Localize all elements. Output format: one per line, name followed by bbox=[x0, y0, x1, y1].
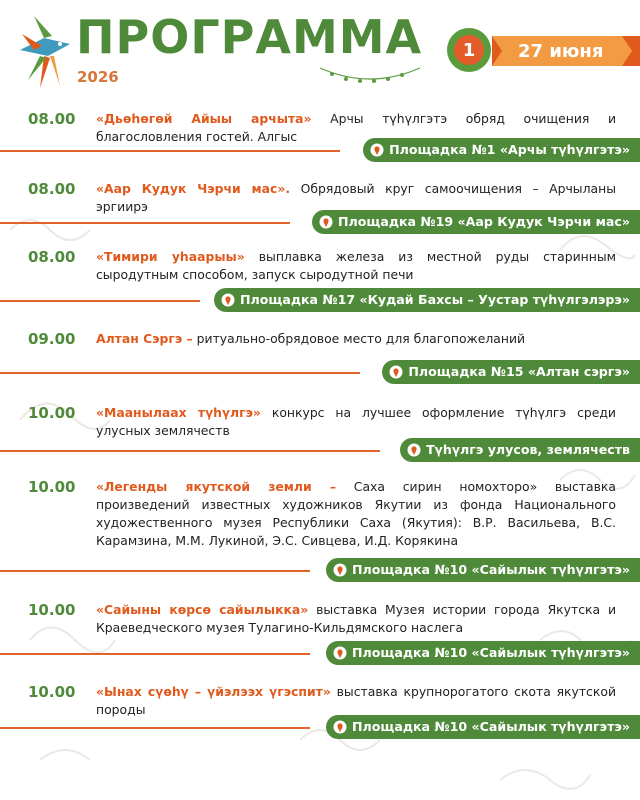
location-pill bbox=[326, 641, 640, 665]
event-title: «Маанылаах түһүлгэ» bbox=[96, 405, 261, 420]
event-text: Арчы түһүлгэтэ обряд очищения и благословления гостей. Алгыс bbox=[96, 111, 617, 144]
divider-line bbox=[0, 653, 310, 655]
event-time: 08.00 bbox=[28, 110, 76, 128]
event-time: 08.00 bbox=[28, 180, 76, 198]
event-title: «Аар Кудук Чэрчи мас». bbox=[96, 181, 291, 196]
divider-line bbox=[0, 727, 310, 729]
map-pin-icon bbox=[333, 646, 347, 660]
event-description bbox=[96, 404, 616, 440]
event-time: 10.00 bbox=[28, 478, 76, 496]
map-pin-icon bbox=[333, 563, 347, 577]
map-pin-icon bbox=[333, 720, 347, 734]
event-time: 10.00 bbox=[28, 601, 76, 619]
event-title: Алтан Сэргэ – bbox=[96, 331, 193, 346]
event-title: «Сайыны көрсө сайылыкка» bbox=[96, 602, 309, 617]
location-pill bbox=[363, 138, 640, 162]
event-text: Саха сирин номохторо» выставка произведений известных художников Якутии из фонда Национального художественного музея Республики Саха (Якутия): В.Р. Васильева, В.С. Карамзина, М.М. Лукиной, Э.С. Сивцева, И.Д. Корякина bbox=[96, 479, 616, 548]
location-label: Площадка №10 «Сайылык түһүлгэтэ» bbox=[352, 645, 630, 660]
event-text: конкурс на лучшее оформление түһүлгэ среди улусных землячеств bbox=[96, 405, 616, 438]
location-pill bbox=[312, 210, 640, 234]
map-pin-icon bbox=[407, 443, 421, 457]
event-text: ритуально-обрядовое место для благопожеланий bbox=[192, 331, 526, 346]
event-description bbox=[96, 478, 616, 550]
event-title: «Дьөһөгөй Айыы арчыта» bbox=[96, 111, 312, 126]
divider-line bbox=[0, 570, 310, 572]
event-date: 27 июня bbox=[518, 41, 604, 62]
garland-ornament bbox=[318, 64, 422, 88]
event-text: Обрядовый круг самоочищения – Арчыланы эргиирэ bbox=[96, 181, 616, 214]
event-description bbox=[96, 248, 616, 284]
location-label: Площадка №15 «Алтан сэргэ» bbox=[408, 364, 630, 379]
header bbox=[0, 0, 640, 100]
location-label: Түһүлгэ улусов, землячеств bbox=[426, 442, 630, 457]
location-label: Площадка №10 «Сайылык түһүлгэтэ» bbox=[352, 562, 630, 577]
location-pill bbox=[326, 715, 640, 739]
location-pill bbox=[214, 288, 640, 312]
event-text: выставка Музея истории города Якутска и Краеведческого музея Тулагино-Кильдямского наслега bbox=[96, 602, 617, 635]
event-time: 09.00 bbox=[28, 330, 76, 348]
map-pin-icon bbox=[370, 143, 384, 157]
event-text: выставка крупнорогатого скота якутской породы bbox=[96, 684, 616, 717]
location-label: Площадка №10 «Сайылык түһүлгэтэ» bbox=[352, 719, 630, 734]
event-title: «Легенды якутской земли – bbox=[96, 479, 337, 494]
location-label: Площадка №19 «Аар Кудук Чэрчи мас» bbox=[338, 214, 630, 229]
event-description bbox=[96, 683, 616, 719]
page-title: ПРОГРАММА bbox=[76, 10, 423, 64]
divider-line bbox=[0, 372, 360, 374]
year-label: 2026 bbox=[77, 68, 119, 86]
location-pill bbox=[400, 438, 640, 462]
event-title: «Ынах сүөһү – үйэлээх үгэспит» bbox=[96, 684, 331, 699]
day-number: 1 bbox=[454, 35, 484, 65]
event-text: выплавка железа из местной руды старинным сыродутным способом, запуск сыродутной печи bbox=[96, 249, 616, 282]
day-number-badge bbox=[447, 28, 491, 72]
location-label: Площадка №17 «Кудай Бахсы – Уустар түһүлгэлэрэ» bbox=[240, 292, 630, 307]
divider-line bbox=[0, 450, 380, 452]
divider-line bbox=[0, 150, 340, 152]
map-pin-icon bbox=[319, 215, 333, 229]
bird-logo-icon bbox=[14, 10, 72, 90]
divider-line bbox=[0, 300, 200, 302]
event-time: 10.00 bbox=[28, 683, 76, 701]
map-pin-icon bbox=[221, 293, 235, 307]
event-description bbox=[96, 330, 616, 348]
event-description bbox=[96, 601, 616, 637]
location-pill bbox=[382, 360, 640, 384]
event-title: «Тимири уһаарыы» bbox=[96, 249, 245, 264]
event-time: 10.00 bbox=[28, 404, 76, 422]
divider-line bbox=[0, 222, 290, 224]
location-label: Площадка №1 «Арчы түһүлгэтэ» bbox=[389, 142, 630, 157]
event-time: 08.00 bbox=[28, 248, 76, 266]
location-pill bbox=[326, 558, 640, 582]
map-pin-icon bbox=[389, 365, 403, 379]
